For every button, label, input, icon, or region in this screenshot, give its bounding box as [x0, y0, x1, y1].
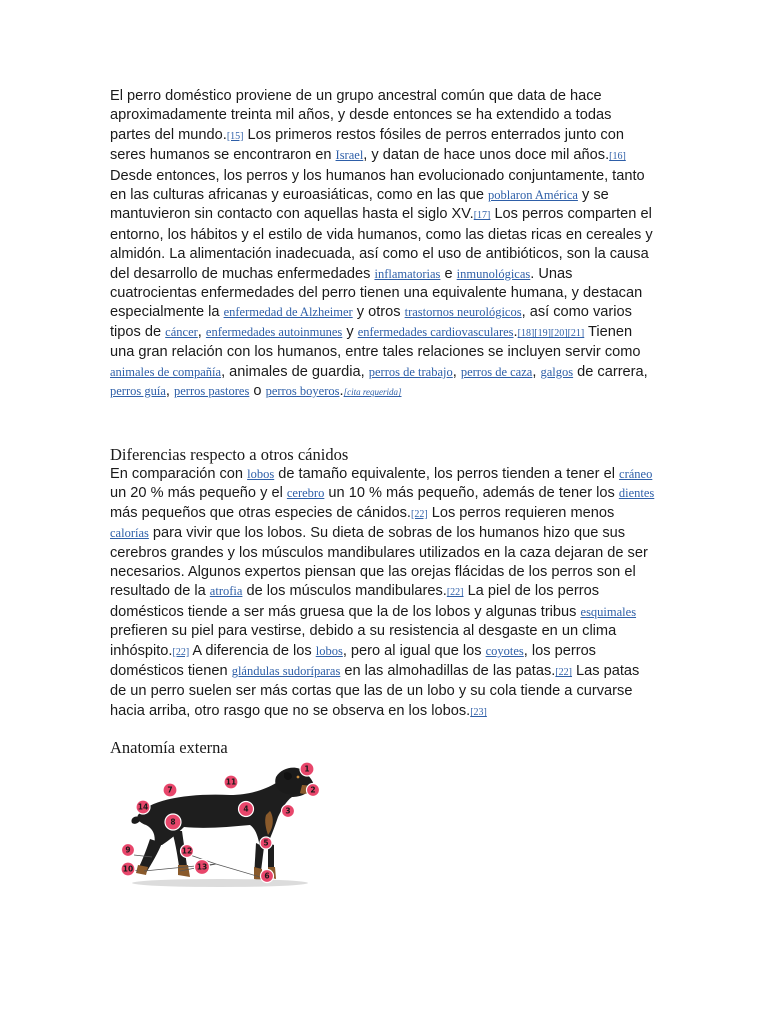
text: La piel de los perros domésticos tiende a ser más gruesa que la de los lobos y algunas tribus [110, 583, 599, 620]
svg-text:6: 6 [264, 871, 270, 881]
autoinmunes-link[interactable]: enfermedades autoinmunes [205, 324, 343, 339]
intro-paragraph [110, 87, 655, 403]
text: , [197, 323, 206, 340]
text: Desde entonces, los perros y los humanos han evolucionado conjuntamente, tanto en las culturas africanas y euroasiáticas, como en las que [110, 167, 645, 204]
text: A diferencia de los [189, 642, 316, 659]
glandulas-sudoriparas-link[interactable]: glándulas sudoríparas [231, 664, 341, 679]
galgos-link[interactable]: galgos [540, 364, 574, 379]
coyotes-link[interactable]: coyotes [485, 643, 524, 658]
inmunologicas-link[interactable]: inmunológicas [456, 266, 531, 281]
text: , así como varios tipos de [110, 304, 632, 340]
text: , [165, 383, 174, 400]
text: un 10 % más pequeño, además de tener los [324, 485, 619, 502]
section-heading-anatomia: Anatomía externa [110, 738, 228, 757]
svg-text:14: 14 [137, 802, 149, 812]
text: , pero al igual que los [342, 642, 486, 659]
text: Los perros requieren menos [427, 504, 615, 521]
animales-compania-link[interactable]: animales de compañía [110, 364, 222, 379]
trastornos-neurologicos-link[interactable]: trastornos neurológicos [404, 305, 522, 320]
text: . [513, 323, 518, 340]
atrofia-link[interactable]: atrofia [209, 584, 243, 599]
esquimales-link[interactable]: esquimales [580, 604, 637, 619]
text: , [452, 363, 461, 380]
marker-8 [165, 814, 181, 830]
diferencias-paragraph [110, 465, 655, 722]
text: e [440, 265, 457, 282]
perros-trabajo-link[interactable]: perros de trabajo [368, 364, 453, 379]
svg-text:7: 7 [167, 785, 173, 795]
text: Los primeros restos fósiles de perros enterrados junto con seres humanos se encontraron en [110, 126, 624, 164]
text: , los perros domésticos tienen [110, 642, 596, 680]
ref-15-link[interactable]: [15] [226, 130, 244, 142]
text: y [342, 323, 358, 340]
marker-9 [122, 844, 135, 857]
svg-text:13: 13 [196, 862, 208, 872]
calorias-link[interactable]: calorías [110, 526, 149, 541]
text: El perro doméstico proviene de un grupo ancestral común que data de hace aproximadamente treinta mil años, y desde entonces se ha extendido a todas partes del mundo. [110, 88, 612, 143]
text: , y datan de hace unos doce mil años. [363, 147, 610, 164]
svg-text:12: 12 [181, 846, 193, 856]
cardiovasculares-link[interactable]: enfermedades cardiovasculares [357, 324, 514, 339]
text: más pequeños que otras especies de cánidos. [110, 504, 411, 521]
lobos-link[interactable]: lobos [247, 467, 275, 481]
text: en las almohadillas de las patas. [340, 663, 556, 680]
ref-17-link[interactable]: [17] [473, 210, 491, 222]
text: para vivir que los lobos. Su dieta de sobras de los humanos hizo que sus cerebros grandes y los músculos mandibulares utilizados en la caza dejaran de ser necesarios. Algunos expertos piensan que las orejas flácidas de los perros son el resultado de la [110, 525, 648, 600]
text: , animales de guardia, [221, 363, 369, 380]
svg-text:9: 9 [125, 845, 131, 855]
poblaron-america-link[interactable]: poblaron América [488, 188, 578, 203]
lobos-link-2[interactable]: lobos [315, 643, 343, 658]
svg-text:2: 2 [310, 785, 316, 795]
perros-boyeros-link[interactable]: perros boyeros [265, 384, 340, 399]
ref-22-link[interactable]: [22] [446, 587, 464, 599]
text: , [532, 363, 541, 380]
marker-5 [260, 837, 272, 849]
cita-requerida-link[interactable]: [cita requerida] [343, 387, 402, 398]
text: Los perros comparten el entorno, los hábitos y el estilo de vida humanos, como las dietas ricas en cereales y almidón. La alimentación inadecuada, así como el uso de antibióticos, son la causa del desarrollo de muchas enfermedades [110, 206, 653, 282]
perros-caza-link[interactable]: perros de caza [460, 364, 533, 379]
text: de carrera, [573, 363, 648, 380]
ref-22-link[interactable]: [22] [172, 646, 190, 658]
marker-11 [224, 775, 238, 789]
text: un 20 % más pequeño y el [110, 485, 287, 502]
svg-text:8: 8 [170, 817, 176, 827]
text: . [339, 383, 344, 400]
svg-text:3: 3 [285, 806, 291, 816]
marker-6 [261, 870, 274, 883]
craneo-link[interactable]: cráneo [619, 467, 653, 481]
text: Las patas de un perro suelen ser más cortas que las de un lobo y su cola tiende a curvarse hacia arriba, otro rasgo que no se observa en los lobos. [110, 663, 640, 719]
ref-22-link[interactable]: [22] [555, 667, 572, 679]
text: Tienen una gran relación con los humanos, entre tales relaciones se incluyen servir como [110, 323, 641, 361]
marker-4 [239, 802, 254, 817]
dientes-link[interactable]: dientes [618, 486, 655, 501]
marker-1 [300, 762, 314, 776]
text: de los músculos mandibulares. [242, 583, 447, 600]
cerebro-link[interactable]: cerebro [286, 486, 325, 501]
ref-16-link[interactable]: [16] [609, 151, 626, 163]
text: o [249, 383, 266, 400]
perros-pastores-link[interactable]: perros pastores [174, 384, 250, 399]
svg-text:4: 4 [243, 804, 249, 814]
marker-14 [136, 800, 150, 814]
svg-text:5: 5 [263, 838, 269, 848]
ref-23-link[interactable]: [23] [470, 706, 487, 718]
text: . Unas cuatrocientas enfermedades del perro tienen una equivalente humana, y destacan especialmente la [110, 265, 643, 321]
israel-link[interactable]: Israel [335, 148, 364, 163]
text: y otros [352, 304, 405, 321]
marker-10 [121, 862, 135, 876]
perros-guia-link[interactable]: perros guía [110, 384, 166, 399]
ref-22-link[interactable]: [22] [411, 508, 428, 520]
text: y se mantuvieron sin contacto con aquellas hasta el siglo XV. [110, 187, 609, 223]
cancer-link[interactable]: cáncer [165, 324, 198, 339]
text: En comparación con [110, 466, 248, 482]
dog-anatomy-figure [110, 759, 322, 891]
text: de tamaño equivalente, los perros tienden a tener el [274, 466, 620, 482]
marker-3 [282, 805, 295, 818]
marker-12 [181, 845, 194, 858]
svg-text:11: 11 [225, 777, 237, 787]
svg-text:10: 10 [122, 864, 134, 874]
marker-2 [307, 784, 320, 797]
section-heading-diferencias: Diferencias respecto a otros cánidos [110, 445, 349, 464]
dog-anatomy-svg [110, 759, 322, 891]
alzheimer-link[interactable]: enfermedad de Alzheimer [223, 305, 353, 320]
ref-18-21-link[interactable]: [18][19][20][21] [517, 327, 585, 339]
svg-text:1: 1 [304, 764, 310, 774]
marker-13 [195, 860, 210, 875]
inflamatorias-link[interactable]: inflamatorias [374, 266, 441, 281]
marker-7 [163, 783, 177, 797]
text: prefieren su piel para vestirse, debido a su resistencia al desgaste en un clima inhóspito. [110, 623, 617, 659]
